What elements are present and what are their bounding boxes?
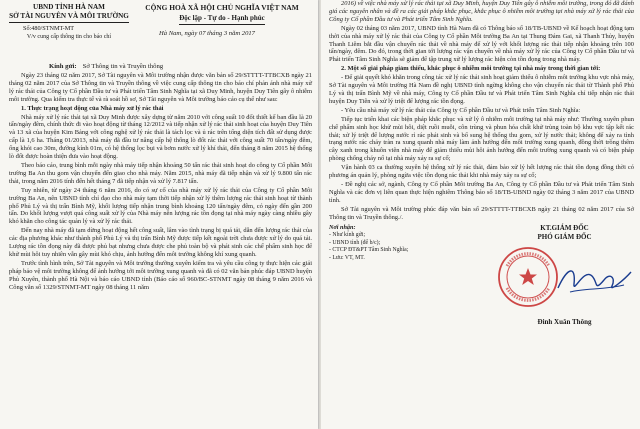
signer-name: Đinh Xuân Thông	[537, 318, 592, 327]
body-paragraph: Sở Tài nguyên và Môi trường phúc đáp văn bản số 29/STTTT-TTBCXB ngày 21 tháng 02 năm 2017 của Sở Thông tin và Truyền thông./.	[329, 205, 634, 221]
section-heading: 2. Một số giải pháp giảm thiểu, khắc phục ô nhiễm môi trường tại nhà máy trong thời gian tới:	[341, 65, 601, 73]
agency-line-2: SỞ TÀI NGUYÊN VÀ MÔI TRƯỜNG	[9, 12, 129, 23]
body-paragraph: Ngày 23 tháng 02 năm 2017, Sở Tài nguyên và Môi trường nhận được văn bản số 29/STTTT-TTBCXB ngày 21 tháng 02 năm 2017 của Sở Thông tin và Truyền thông về việc cung cấp thông tin cho báo chí phản ánh nhà máy xử lý rác thải của Công ty Cổ phần Đầu tư và Phát triển Tâm Sinh Nghĩa tại xã Duy Minh, huyện Duy Tiên gây ô nhiễm môi trường. Qua kiểm tra thực tế và rà soát hồ sơ, Sở Tài nguyên và Môi trường báo cáo cụ thể như sau:	[9, 72, 312, 103]
document-page-left	[0, 0, 318, 429]
body-paragraph: - Để giải quyết khó khăn trong công tác xử lý rác thải sinh hoạt giảm thiểu ô nhiễm môi trường khu vực nhà máy, Sở Tài nguyên và Môi trường Hà Nam đề nghị UBND tỉnh ngừng không cho vận chuyển rác thải từ Thành phố Phủ Lý và thị trấn Bình Mỹ về nhà máy, Công ty Cổ phần Đầu tư và Phát triển Tâm Sinh Nghĩa chỉ tiếp nhận rác thải huyện Duy Tiên và xử lý triệt để lượng rác tồn đọng.	[329, 74, 634, 105]
addressee-label: Kính gửi:	[49, 63, 77, 70]
section-heading: 1. Thực trạng hoạt động của Nhà máy xử lý rác thải	[21, 104, 164, 112]
addressee-value: Sở Thông tin và Truyền thông	[82, 63, 164, 70]
agency-line-1: UBND TỈNH HÀ NAM	[33, 3, 105, 11]
nation-line-2: Độc lập - Tự do - Hạnh phúc	[179, 14, 265, 26]
national-motto	[137, 3, 307, 25]
body-paragraph: 2016) về việc nhà máy xử lý rác thải tại xã Duy Minh, huyện Duy Tiên gây ô nhiễm môi trường, trong đó đã đánh giá các nguyên nhân và đề ra các giải pháp khắc phục, khắc phục ô nhiễm môi trường tại nhà máy xử lý rác thải của Công ty Cổ phần Đầu tư và Phát triển Tâm Sinh Nghĩa.	[329, 0, 634, 23]
handwritten-signature-icon	[554, 258, 634, 302]
left-body	[9, 72, 312, 291]
document-page-right	[321, 0, 640, 429]
document-subject: V/v cung cấp thông tin cho báo chí	[26, 34, 112, 40]
body-paragraph: Ngày 02 tháng 03 năm 2017, UBND tỉnh Hà Nam đã có Thông báo số 18/TB-UBND về Kế hoạch hoạt động tạm thời của nhà máy xử lý rác thải của Công ty Cổ phần Môi trường Ba An tại Thung Đám Gai, xã Thanh Thủy, huyện Thanh Liêm bắt đầu vận chuyển rác thải về nhà máy để xử lý với khối lượng rác thải tiếp nhận khoảng trên 100 tấn/ngày, đêm. Do đó, trong thời gian tới lượng rác vận chuyển về nhà máy xử lý rác của Công ty Cổ phần Đầu tư và Phát triển Tâm Sinh Nghĩa sẽ giảm để tập trung xử lý lượng rác hiện còn tồn đọng trong nhà máy.	[329, 24, 634, 64]
body-paragraph: Nhà máy xử lý rác thải tại xã Duy Minh được xây dựng từ năm 2010 với công suất 10 đốt thiết kế ban đầu là 20 tấn/ngày đêm, chính thức đi vào hoạt động từ tháng 12/2012 và tiếp nhận xử lý rác thải sinh hoạt của huyện Duy Tiên và 13 xã của huyện Kim Bảng với công nghệ xử lý rác thải là tách lọc và ủ rác trên tổng diện tích đất sử dụng được cấp là 1,6 ha. Tháng 01/2013, nhà máy đã đầu tư nâng cấp hệ thống lò đốt rác thải với công suất 70 tấn/ngày đêm, ống khói cao 30m, đường kính 01m, có hệ thống lọc bụi và bơm nước xử lý khí thải, đến tháng 8 năm 2015 hệ thống lò đốt được hoàn thiện đưa vào hoạt động.	[9, 113, 312, 161]
document-header	[9, 3, 312, 63]
signature-line-1: KT.GIÁM ĐỐC	[540, 224, 589, 233]
body-paragraph: - Đề nghị các sở, ngành, Công ty Cổ phần Môi trường Ba An, Công ty Cổ phần Đầu tư và Phát triển Tâm Sinh Nghĩa và các đơn vị liên quan thực hiện nghiêm Thông báo số 18/TB-UBND ngày 02 tháng 3 năm 2017 của UBND tỉnh.	[329, 180, 634, 204]
document-date: Hà Nam, ngày 07 tháng 3 năm 2017	[159, 30, 255, 37]
body-paragraph: Đến nay nhà máy đã tạm dừng hoạt động hết công suất, lâm vào tình trạng bị quá tải, dẫn đến lượng rác thải của các địa phương khác như thành phố Phủ Lý và thị trấn Bình Mỹ được tiếp kết ngoài trời chưa được xử lý do quá tải. Lượng rác tồn đọng này đã được phủ bạt nhưng chưa được che phủ toàn bộ và phát sinh các chế phẩm sinh học để khử mùi hôi tuy nhiên vẫn gây mùi khó chịu, ảnh hưởng đến môi trường không khí xung quanh.	[9, 227, 312, 258]
recipients-title: Nơi nhận:	[329, 224, 356, 232]
recipient-line: - Lưu: VT, MT.	[329, 254, 365, 261]
body-paragraph: - Yêu cầu nhà máy xử lý rác thải của Công ty Cổ phần Đầu tư và Phát triển Tâm Sinh Nghĩa:	[341, 106, 581, 114]
body-paragraph: Theo báo cáo, trung bình mỗi ngày nhà máy tiếp nhận khoảng 50 tấn rác thải sinh hoạt do công ty Cổ phần Môi trường Ba An thu gom vận chuyển đến giao cho nhà máy. Năm 2015, nhà máy đã tiếp nhận và xử lý 9.800 tấn rác thải, trong năm 2016 tính đến hết tháng 7 đã tiếp nhận và xử lý 7.817 tấn.	[9, 161, 312, 185]
signature-line-2: PHÓ GIÁM ĐỐC	[537, 233, 592, 242]
signature-title	[497, 224, 632, 242]
recipient-line: - Như kính gửi;	[329, 232, 366, 239]
addressee	[49, 63, 312, 70]
body-paragraph: Trước tình hình trên, Sở Tài nguyên và Môi trường thường xuyên kiểm tra và yêu cầu công ty thực hiện các giải pháp bảo vệ môi trường không để ảnh hưởng tới môi trường xung quanh và đã có 02 văn bản phúc đáp UBND huyện Phủ Xuyên, thành phố Hà Nội và báo cáo UBND tỉnh (Báo cáo số 960/BC-STNMT ngày 08 tháng 9 năm 2016 và Công văn số 1329/STNMT-MT ngày 08 tháng 11 năm	[9, 259, 312, 291]
recipient-line: - UBND tỉnh (để b/c);	[329, 239, 381, 246]
recipients-list	[329, 224, 479, 262]
right-body	[329, 0, 634, 221]
reference-number: Số:480/STNMT-MT	[23, 25, 74, 32]
issuing-agency	[9, 3, 129, 23]
body-paragraph: Tiếp tục triển khai các biện pháp khắc phục và xử lý ô nhiễm môi trường tại nhà máy như: Thường xuyên phun chế phẩm sinh học khử mùi hôi, diệt ruồi muỗi, côn trùng và phun hóa chất khử trùng toàn bộ khu vực tập kết rác thải; xử lý triệt để lượng nước rỉ rác phát sinh và bổ sung hệ thống thu gom, xử lý nước thải; không để xảy ra tình trạng nước rác chảy tràn ra xung quanh nhà máy làm ảnh hưởng đến môi trường xung quanh, đồng thời trồng thêm cây xanh trong khuôn viên nhà máy để giảm thiểu mùi hôi ảnh hưởng đến môi trường xung quanh và có biện pháp phòng chống cháy nổ tại nhà máy xảy ra sự cố;	[329, 115, 634, 163]
body-paragraph: Tuy nhiên, từ ngày 24 tháng 6 năm 2016, do có sự cố của nhà máy xử lý rác thải của Công ty Cổ phần Môi trường Ba An, nên UBND tỉnh chỉ đạo cho nhà máy tạm thời tiếp nhận xử lý thêm lượng rác thải sinh hoạt từ thành phố Phủ Lý và thị trấn Bình Mỹ, khối lượng tiếp nhận trung bình khoảng 120 tấn/ngày đêm, có ngày đến gần 200 tấn. Do khối lượng vượt quá công suất xử lý của Nhà máy nên lượng rác tồn đọng tại nhà máy ngày càng nhiều gây khó khăn cho công tác quản lý và xử lý rác thải.	[9, 186, 312, 226]
official-seal-icon	[497, 246, 559, 308]
body-paragraph: Vận hành 03 ca thường xuyên hệ thống xử lý rác thải, đảm bảo xử lý hết lượng rác thải tồn đọng đồng thời có phương án quản lý, phòng ngừa việc tồn đọng rác thải khi nhà máy xảy ra sự cố;	[329, 164, 634, 180]
nation-line-1: CỘNG HOÀ XÃ HỘI CHỦ NGHĨA VIỆT NAM	[145, 3, 299, 12]
document-footer	[329, 224, 634, 342]
recipient-line: - CTCP ĐT&PT Tâm Sinh Nghĩa;	[329, 247, 409, 254]
